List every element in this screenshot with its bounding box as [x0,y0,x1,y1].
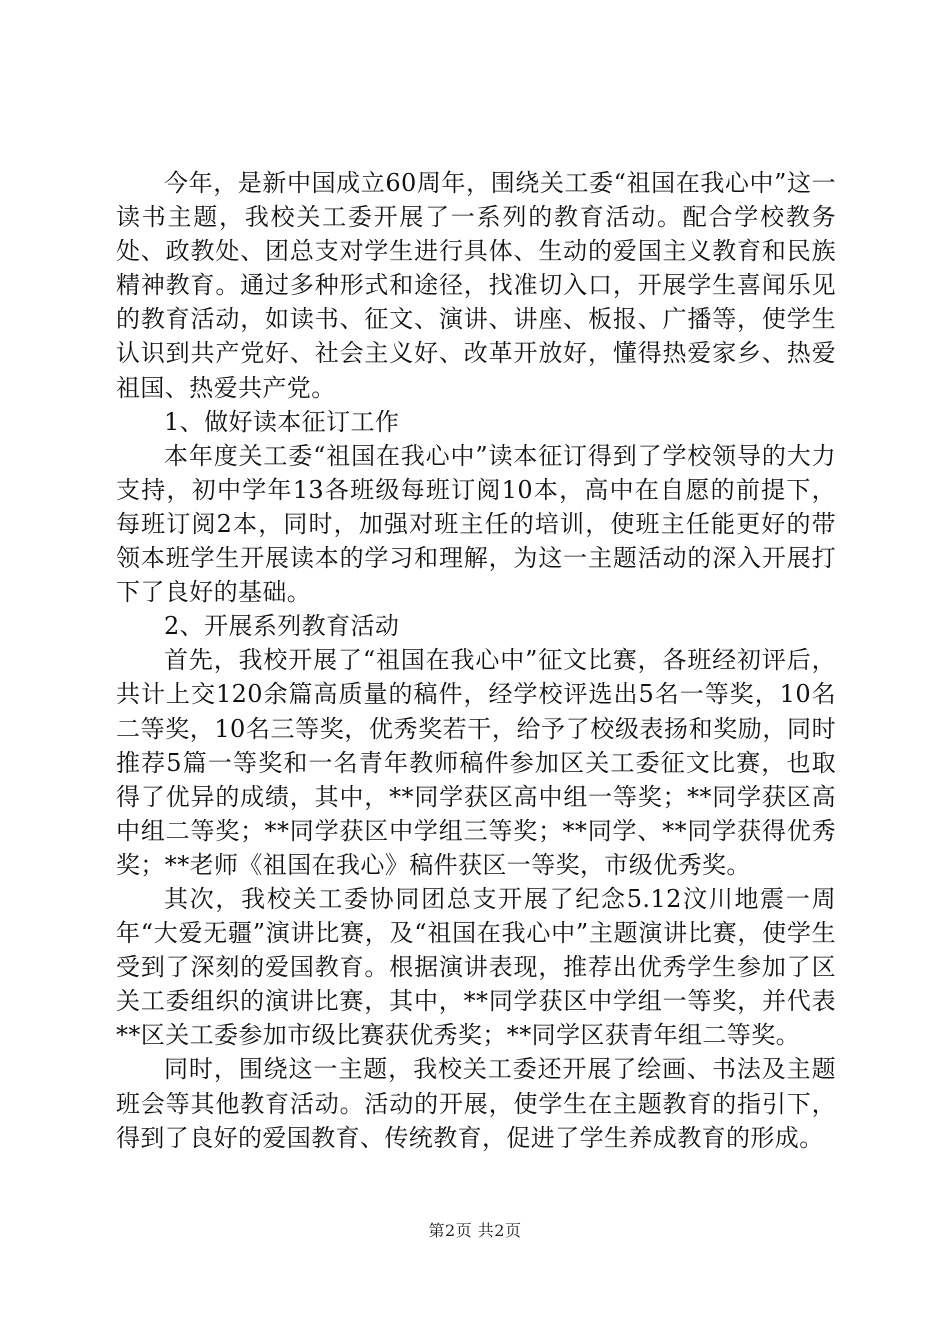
section-heading-1: 1、做好读本征订工作 [164,407,400,436]
paragraph-other-activities: 同时，围绕这一主题，我校关工委还开展了绘画、书法及主题班会等其他教育活动。活动的开展，使学生在主题教育的指引下，得到了良好的爱国教育、传统教育，促进了学生养成教育的形成。 [116,1055,836,1152]
section-heading-2: 2、开展系列教育活动 [164,612,400,641]
paragraph-essay-contest: 首先，我校开展了“祖国在我心中”征文比赛，各班经初评后，共计上交120余篇高质量的稿件，经学校评选出5名一等奖，10名二等奖，10名三等奖，优秀奖若干，给予了校级表扬和奖励，同时推荐5篇一等奖和一名青年教师稿件参加区关工委征文比赛，也取得了优异的成绩，其中，**同学获区高中组一等奖；**同学获区高中组二等奖；**同学获区中学组三等奖；**同学、**同学获得优秀奖；**老师《祖国在我心》稿件获区一等奖，市级优秀奖。 [116,646,836,879]
page-footer: 第2页 共2页 [428,1221,522,1240]
paragraph-intro: 今年，是新中国成立60周年，围绕关工委“祖国在我心中”这一读书主题，我校关工委开展了一系列的教育活动。配合学校教务处、政教处、团总支对学生进行具体、生动的爱国主义教育和民族精神教育。通过多种形式和途径，找准切入口，开展学生喜闻乐见的教育活动，如读书、征文、演讲、讲座、板报、广播等，使学生认识到共产党好、社会主义好、改革开放好，懂得热爱家乡、热爱祖国、热爱共产党。 [116,169,836,402]
document-body [116,166,836,1155]
paragraph-speech-contest: 其次，我校关工委协同团总支开展了纪念5.12汶川地震一周年“大爱无疆”演讲比赛，及“祖国在我心中”主题演讲比赛，使学生受到了深刻的爱国教育。根据演讲表现，推荐出优秀学生参加了区关工委组织的演讲比赛，其中，**同学获区中学组一等奖，并代表**区关工委参加市级比赛获优秀奖；**同学区获青年组二等奖。 [116,884,836,1050]
paragraph-reading-order: 本年度关工委“祖国在我心中”读本征订得到了学校领导的大力支持，初中学年13各班级每班订阅10本，高中在自愿的前提下，每班订阅2本，同时，加强对班主任的培训，使班主任能更好的带领本班学生开展读本的学习和理解，为这一主题活动的深入开展打下了良好的基础。 [116,441,836,607]
